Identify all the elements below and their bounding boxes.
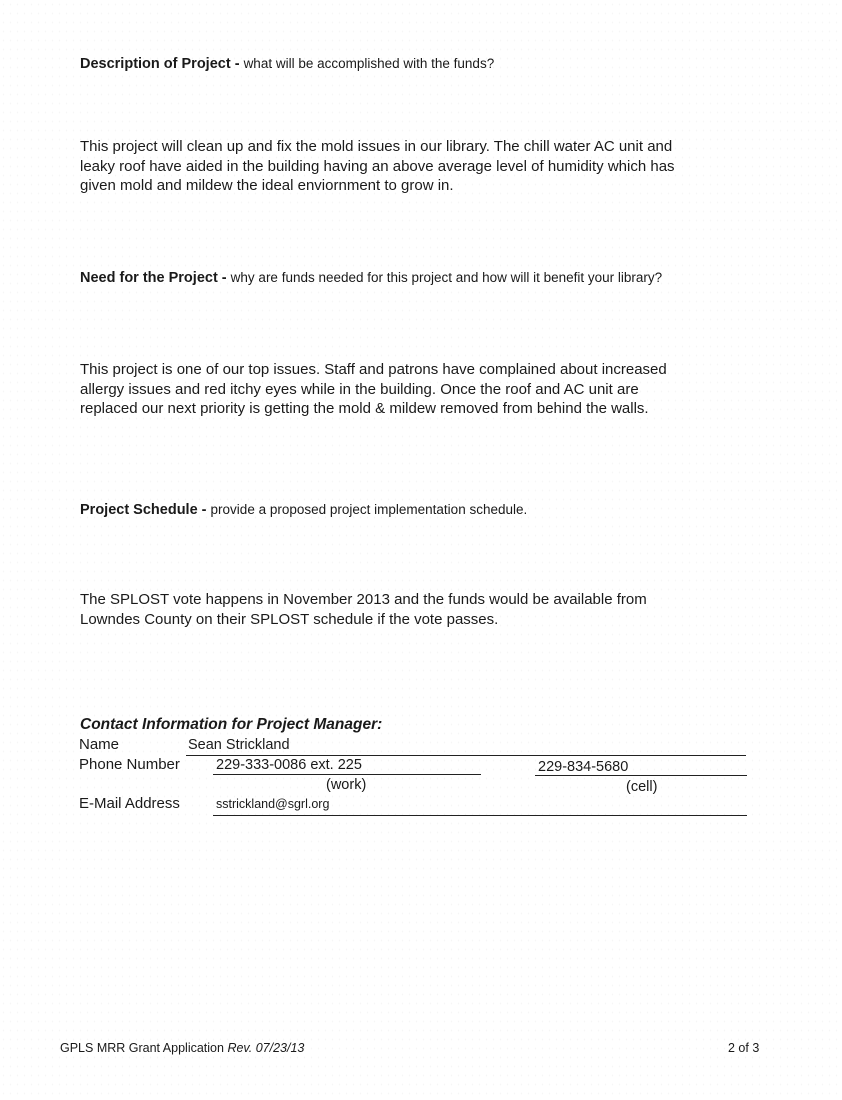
email-label: E-Mail Address	[79, 795, 180, 812]
description-title: Description of Project -	[80, 56, 240, 72]
footer-revision: Rev. 07/23/13	[227, 1041, 305, 1055]
schedule-title: Project Schedule -	[80, 502, 207, 518]
need-title: Need for the Project -	[80, 270, 227, 286]
need-line: allergy issues and red itchy eyes while in the building. Once the roof and AC unit are	[80, 380, 639, 398]
work-phone-underline	[213, 774, 481, 775]
work-phone-value: 229-333-0086 ext. 225	[216, 757, 362, 773]
schedule-line: The SPLOST vote happens in November 2013 and the funds would be available from	[80, 591, 647, 608]
description-body	[80, 137, 760, 196]
email-underline	[213, 815, 747, 816]
description-line: leaky roof have aided in the building having an above average level of humidity which has	[80, 157, 675, 175]
description-heading	[80, 56, 494, 72]
contact-heading: Contact Information for Project Manager:	[80, 716, 383, 733]
footer-form-info	[60, 1041, 304, 1055]
schedule-question: provide a proposed project implementation schedule.	[210, 502, 528, 517]
need-heading	[80, 270, 662, 286]
description-question: what will be accomplished with the funds?	[243, 56, 495, 71]
email-value: sstrickland@sgrl.org	[216, 797, 330, 811]
name-label: Name	[79, 736, 120, 753]
cell-phone-value: 229-834-5680	[538, 759, 629, 775]
name-underline	[186, 755, 746, 756]
need-line: This project is one of our top issues. Staff and patrons have complained about increased	[80, 361, 667, 378]
schedule-body	[80, 590, 760, 629]
phone-label: Phone Number	[79, 756, 180, 773]
footer-page-number: 2 of 3	[728, 1041, 760, 1055]
schedule-line: Lowndes County on their SPLOST schedule if the vote passes.	[80, 610, 499, 628]
cell-phone-underline	[535, 775, 747, 776]
description-line: This project will clean up and fix the mold issues in our library. The chill water AC unit and	[80, 138, 673, 155]
cell-caption: (cell)	[626, 779, 658, 795]
need-question: why are funds needed for this project and how will it benefit your library?	[230, 270, 663, 285]
need-body	[80, 360, 760, 419]
description-line: given mold and mildew the ideal enviornment to grow in.	[80, 177, 454, 194]
name-value: Sean Strickland	[188, 737, 290, 753]
need-line: replaced our next priority is getting the mold & mildew removed from behind the walls.	[80, 400, 649, 417]
footer-form-name: GPLS MRR Grant Application	[60, 1041, 224, 1055]
work-caption: (work)	[326, 777, 367, 793]
schedule-heading	[80, 502, 527, 518]
